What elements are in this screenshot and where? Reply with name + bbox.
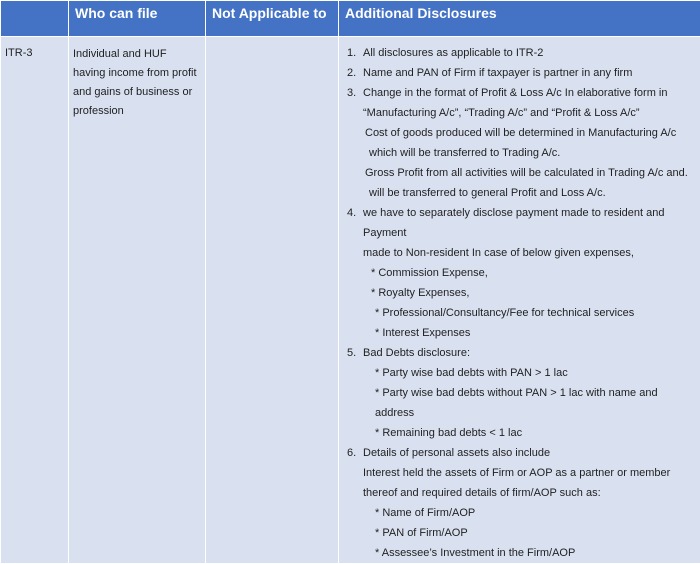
disclosure-bullet: * Party wise bad debts without PAN > 1 lac with name and address [375,387,658,419]
disclosure-bullet: * PAN of Firm/AOP [375,527,468,539]
disclosure-line: Change in the format of Profit & Loss A/c In elaborative form in [363,87,668,99]
table-header-row [1,1,700,37]
disclosure-item-4 [343,203,696,343]
disclosure-line: Details of personal assets also include [363,447,551,459]
disclosure-line: Name and PAN of Firm if taxpayer is partner in any firm [363,67,633,79]
disclosure-line: we have to separately disclose payment made to resident and Payment [363,207,665,239]
form-cell [1,37,69,564]
disclosure-line: “Manufacturing A/c”, “Trading A/c” and “Profit & Loss A/c” [363,107,640,119]
disclosure-item-1 [343,43,696,63]
who-can-file-text: Individual and HUF having income from profit and gains of business or profession [73,48,197,117]
disclosure-line: Interest held the assets of Firm or AOP as a partner or member [363,467,671,479]
disclosure-bullet: * Name of Firm/AOP [375,507,476,519]
disclosure-line: Cost of goods produced will be determined in Manufacturing A/c [365,127,677,139]
disclosure-bullet: * Interest Expenses [375,327,471,339]
disclosure-item-3 [343,83,696,203]
disclosure-item-5 [343,343,696,443]
disclosure-number: 6. [347,447,357,459]
not-applicable-cell [206,37,339,564]
disclosure-line: made to Non-resident In case of below given expenses, [363,247,634,259]
disclosure-line: All disclosures as applicable to ITR-2 [363,47,544,59]
disclosure-bullet: * Royalty Expenses, [371,287,470,299]
disclosure-line: Bad Debts disclosure: [363,347,470,359]
disclosure-number: 3. [347,87,357,99]
disclosure-number: 2. [347,67,357,79]
disclosure-bullet: * Professional/Consultancy/Fee for technical services [375,307,635,319]
disclosures-cell [339,37,700,564]
disclosure-bullet: * Commission Expense, [371,267,488,279]
disclosure-item-2 [343,63,696,83]
disclosure-number: 5. [347,347,357,359]
disclosure-item-6 [343,443,696,563]
header-additional-disclosures: Additional Disclosures [339,1,700,37]
disclosure-line: will be transferred to general Profit and Loss A/c. [369,187,606,199]
disclosure-line: thereof and required details of firm/AOP such as: [363,487,601,499]
header-not-applicable: Not Applicable to [206,1,339,37]
disclosure-bullet: * Assessee’s Investment in the Firm/AOP [375,547,576,559]
header-who-can-file: Who can file [69,1,206,37]
disclosure-list [343,43,696,563]
header-form [1,1,69,37]
disclosure-line: Gross Profit from all activities will be calculated in Trading A/c and. [365,167,688,179]
who-can-file-cell [69,37,206,564]
form-name: ITR-3 [5,47,33,59]
table-row [1,37,700,564]
disclosure-number: 4. [347,207,357,219]
disclosure-number: 1. [347,47,357,59]
disclosure-bullet: * Party wise bad debts with PAN > 1 lac [375,367,568,379]
disclosure-bullet: * Remaining bad debts < 1 lac [375,427,523,439]
disclosure-line: which will be transferred to Trading A/c. [369,147,561,159]
